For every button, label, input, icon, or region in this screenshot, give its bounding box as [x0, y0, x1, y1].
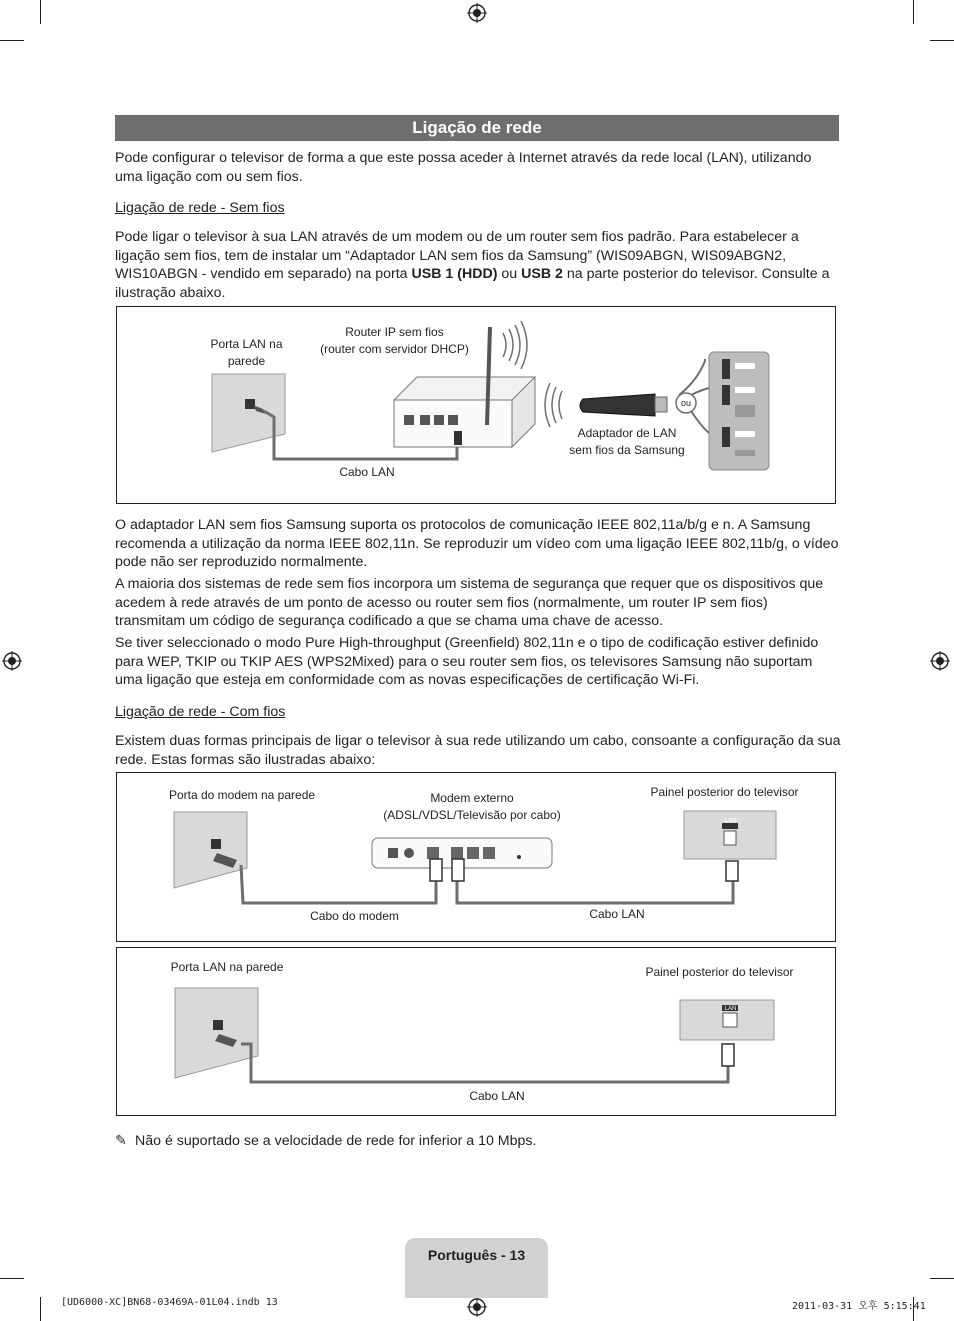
- tv-lan-port-label: LAN: [724, 1006, 737, 1012]
- modem-label-line: Modem externo: [430, 791, 514, 805]
- tv-lan-port-label: LAN: [724, 818, 737, 824]
- wireless-text: ou: [497, 266, 522, 283]
- wireless-text: Pode ligar o televisor à sua LAN através de um modem ou de um router sem fios padrão. Para estabelecer a ligação sem fios, tem de instalar um “Adaptador LAN sem fios da Samsung” (WIS09ABGN, WIS09ABGN2, WIS10ABGN - vendido em separado) na porta: [115, 229, 799, 283]
- wireless-paragraph: [115, 228, 841, 302]
- crop-mark: [930, 1278, 954, 1279]
- adapter-label: [557, 425, 697, 459]
- router-label: [307, 324, 482, 358]
- wireless-standards-paragraph: O adaptador LAN sem fios Samsung suporta os protocolos de comunicação IEEE 802,11a/b/g e n. A Samsung recomenda a utilização da norma IEEE 802,11n. Se reproduzir um vídeo com uma ligação IEEE 802,11b/g, o vídeo pode não ser reproduzido normalmente.: [115, 517, 839, 571]
- modem-diagram: [116, 772, 836, 942]
- modem-label: [367, 790, 577, 824]
- lan-cable-label: Cabo LAN: [589, 907, 645, 921]
- registration-mark-icon: [930, 651, 950, 671]
- note: [115, 1132, 536, 1150]
- wall-port-label: [199, 336, 294, 370]
- wireless-text: na parte posterior do televisor. Consulte a ilustração abaixo.: [115, 266, 830, 301]
- cable-label: Cabo LAN: [339, 465, 395, 479]
- tv-panel-label: Painel posterior do televisor: [650, 785, 799, 799]
- adapter-label-line: Adaptador de LAN: [577, 426, 677, 440]
- crop-mark: [930, 40, 954, 41]
- registration-mark-icon: [2, 651, 22, 671]
- print-timestamp: 2011-03-31 오후 5:15:41: [792, 1301, 926, 1312]
- wired-heading: Ligação de rede - Com fios: [115, 704, 286, 720]
- modem-label-line: (ADSL/VDSL/Televisão por cabo): [383, 808, 561, 822]
- pencil-note-icon: ✎: [115, 1133, 127, 1149]
- wall-lan-diagram: [116, 947, 836, 1116]
- router-label-line: Router IP sem fios: [345, 325, 444, 339]
- crop-mark: [40, 0, 41, 24]
- page-number-tab: Português - 13: [405, 1238, 548, 1298]
- wall-lan-port-label: Porta LAN na parede: [170, 960, 284, 974]
- crop-mark: [0, 1278, 24, 1279]
- wireless-diagram: [116, 306, 836, 504]
- wall-port-label-line: Porta LAN na: [210, 337, 283, 351]
- modem-cable-label: Cabo do modem: [310, 909, 399, 923]
- tv-panel-label: Painel posterior do televisor: [645, 965, 794, 979]
- page-title: Ligação de rede: [115, 115, 839, 141]
- wireless-heading: Ligação de rede - Sem fios: [115, 200, 285, 216]
- intro-paragraph: Pode configurar o televisor de forma a que este possa aceder à Internet através da rede local (LAN), utilizando uma ligação com ou sem fios.: [115, 150, 812, 185]
- adapter-label-line: sem fios da Samsung: [569, 443, 685, 457]
- registration-mark-icon: [467, 1297, 487, 1317]
- note-text: Não é suportado se a velocidade de rede for inferior a 10 Mbps.: [135, 1133, 537, 1149]
- crop-mark: [40, 1297, 41, 1321]
- crop-mark: [0, 40, 24, 41]
- usb2-label: USB 2: [521, 266, 563, 283]
- registration-mark-icon: [467, 3, 487, 23]
- crop-mark: [913, 0, 914, 24]
- wired-paragraph: Existem duas formas principais de ligar o televisor à sua rede utilizando um cabo, consoante a configuração da sua rede. Estas formas são ilustradas abaixo:: [115, 733, 841, 768]
- lan-cable-label: Cabo LAN: [469, 1089, 525, 1103]
- wall-port-label-line: parede: [227, 354, 266, 368]
- file-info: [UD6000-XC]BN68-03469A-01L04.indb 13: [61, 1297, 278, 1308]
- or-label: ou: [680, 398, 691, 408]
- wireless-greenfield-paragraph: Se tiver seleccionado o modo Pure High-throughput (Greenfield) 802,11n e o tipo de codificação estiver definido para WEP, TKIP ou TKIP AES (WPS2Mixed) para o seu router sem fios, os televisores Samsung não suportam uma ligação que esteja em conformidade com as novas especificações de certificação Wi-Fi.: [115, 635, 819, 689]
- modem-wall-port-label: Porta do modem na parede: [168, 788, 316, 802]
- wireless-security-paragraph: A maioria dos sistemas de rede sem fios incorpora um sistema de segurança que requer que os dispositivos que acedem à rede através de um ponto de acesso ou router sem fios (normalmente, um router IP sem fios) transmitam um código de segurança codificado a que se chama uma chave de acesso.: [115, 576, 824, 630]
- usb1-label: USB 1 (HDD): [411, 266, 498, 283]
- router-label-line: (router com servidor DHCP): [320, 342, 469, 356]
